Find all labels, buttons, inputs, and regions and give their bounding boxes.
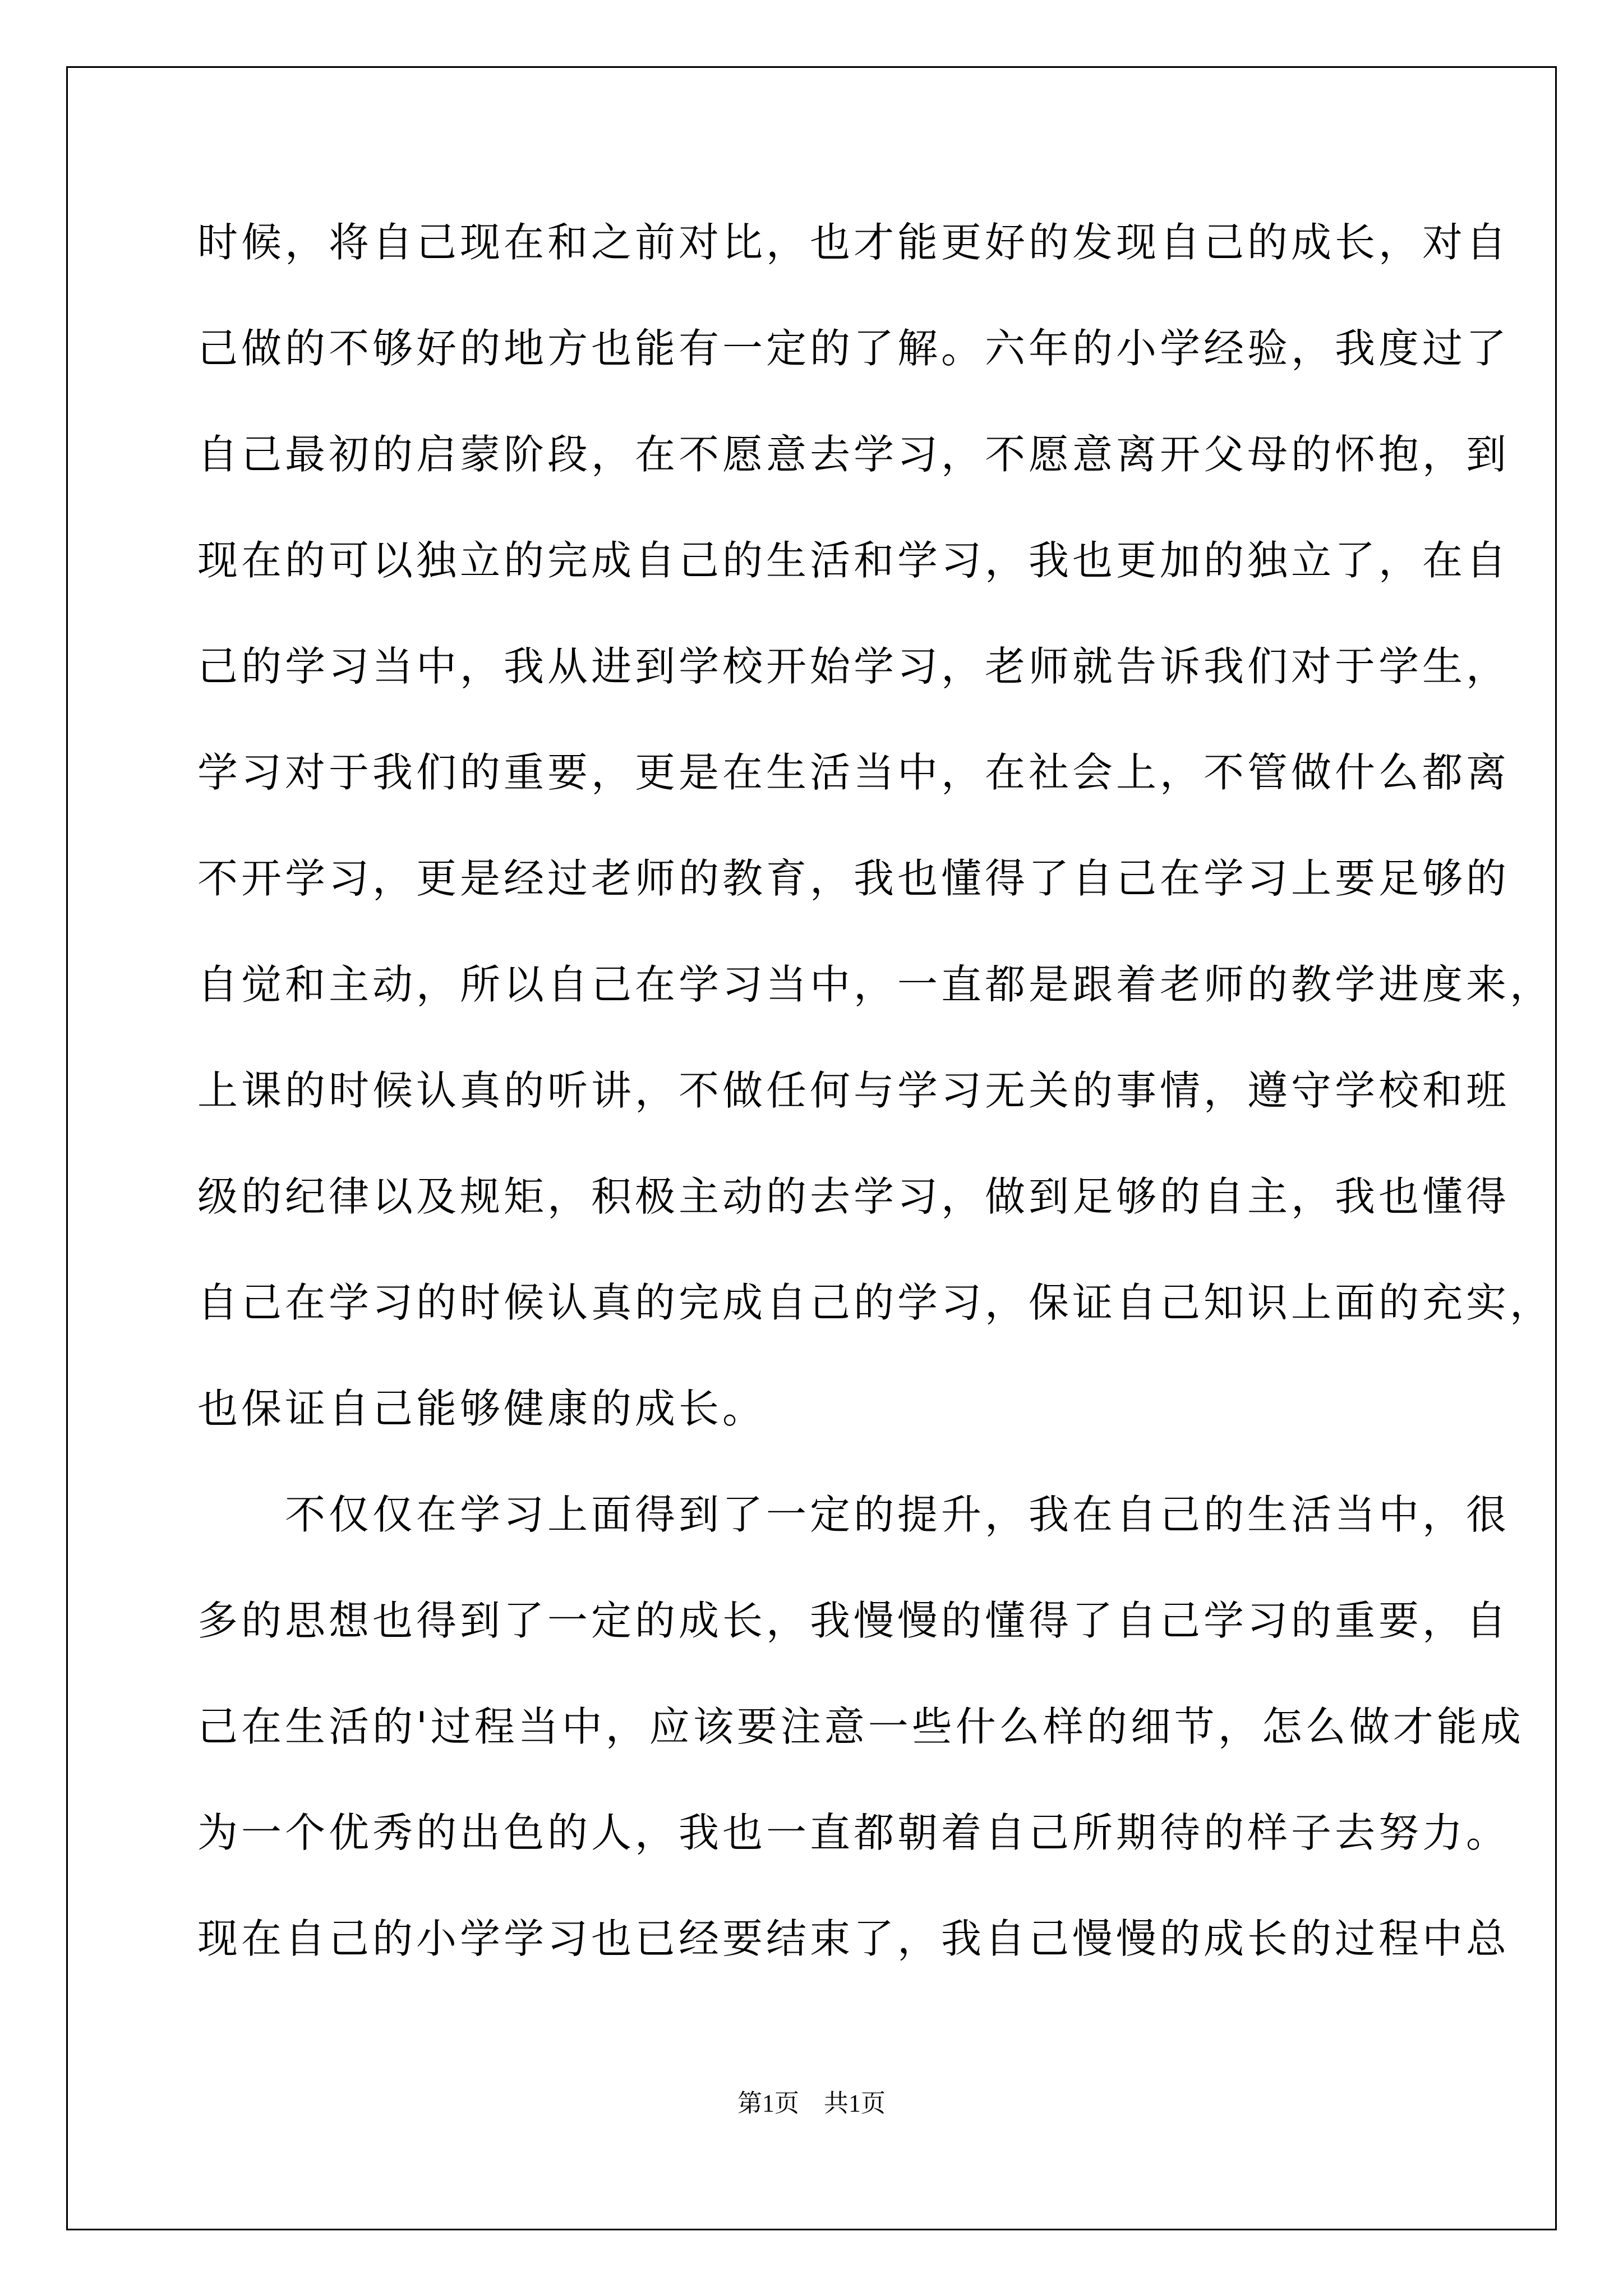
text-line: 学习对于我们的重要，更是在生活当中，在社会上，不管做什么都离 (197, 749, 1510, 796)
text-line: 多的思想也得到了一定的成长，我慢慢的懂得了自己学习的重要，自 (197, 1597, 1510, 1644)
text-line: 级的纪律以及规矩，积极主动的去学习，做到足够的自主，我也懂得 (197, 1173, 1510, 1220)
text-line: 不开学习，更是经过老师的教育，我也懂得了自己在学习上要足够的 (197, 855, 1510, 902)
page-footer: 第1页 共1页 (737, 2090, 886, 2117)
text-line: 时候，将自己现在和之前对比，也才能更好的发现自己的成长，对自 (197, 219, 1510, 266)
text-line: 现在的可以独立的完成自己的生活和学习，我也更加的独立了，在自 (197, 537, 1510, 584)
text-line: 为一个优秀的出色的人，我也一直都朝着自己所期待的样子去努力。 (197, 1809, 1510, 1856)
page-border (66, 66, 1557, 2230)
text-line: 不仅仅在学习上面得到了一定的提升，我在自己的生活当中，很 (197, 1491, 1510, 1538)
text-line: 自己最初的启蒙阶段，在不愿意去学习，不愿意离开父母的怀抱，到 (197, 431, 1510, 478)
text-line: 自己在学习的时候认真的完成自己的学习，保证自己知识上面的充实， (197, 1279, 1554, 1326)
text-line: 己在生活的'过程当中，应该要注意一些什么样的细节，怎么做才能成 (197, 1703, 1524, 1750)
text-line: 现在自己的小学学习也已经要结束了，我自己慢慢的成长的过程中总 (197, 1915, 1510, 1962)
text-line: 己做的不够好的地方也能有一定的了解。六年的小学经验，我度过了 (197, 325, 1510, 372)
text-line: 也保证自己能够健康的成长。 (197, 1385, 767, 1432)
text-line: 上课的时候认真的听讲，不做任何与学习无关的事情，遵守学校和班 (197, 1067, 1510, 1114)
text-line: 己的学习当中，我从进到学校开始学习，老师就告诉我们对于学生， (197, 643, 1510, 690)
text-line: 自觉和主动，所以自己在学习当中，一直都是跟着老师的教学进度来， (197, 961, 1554, 1008)
